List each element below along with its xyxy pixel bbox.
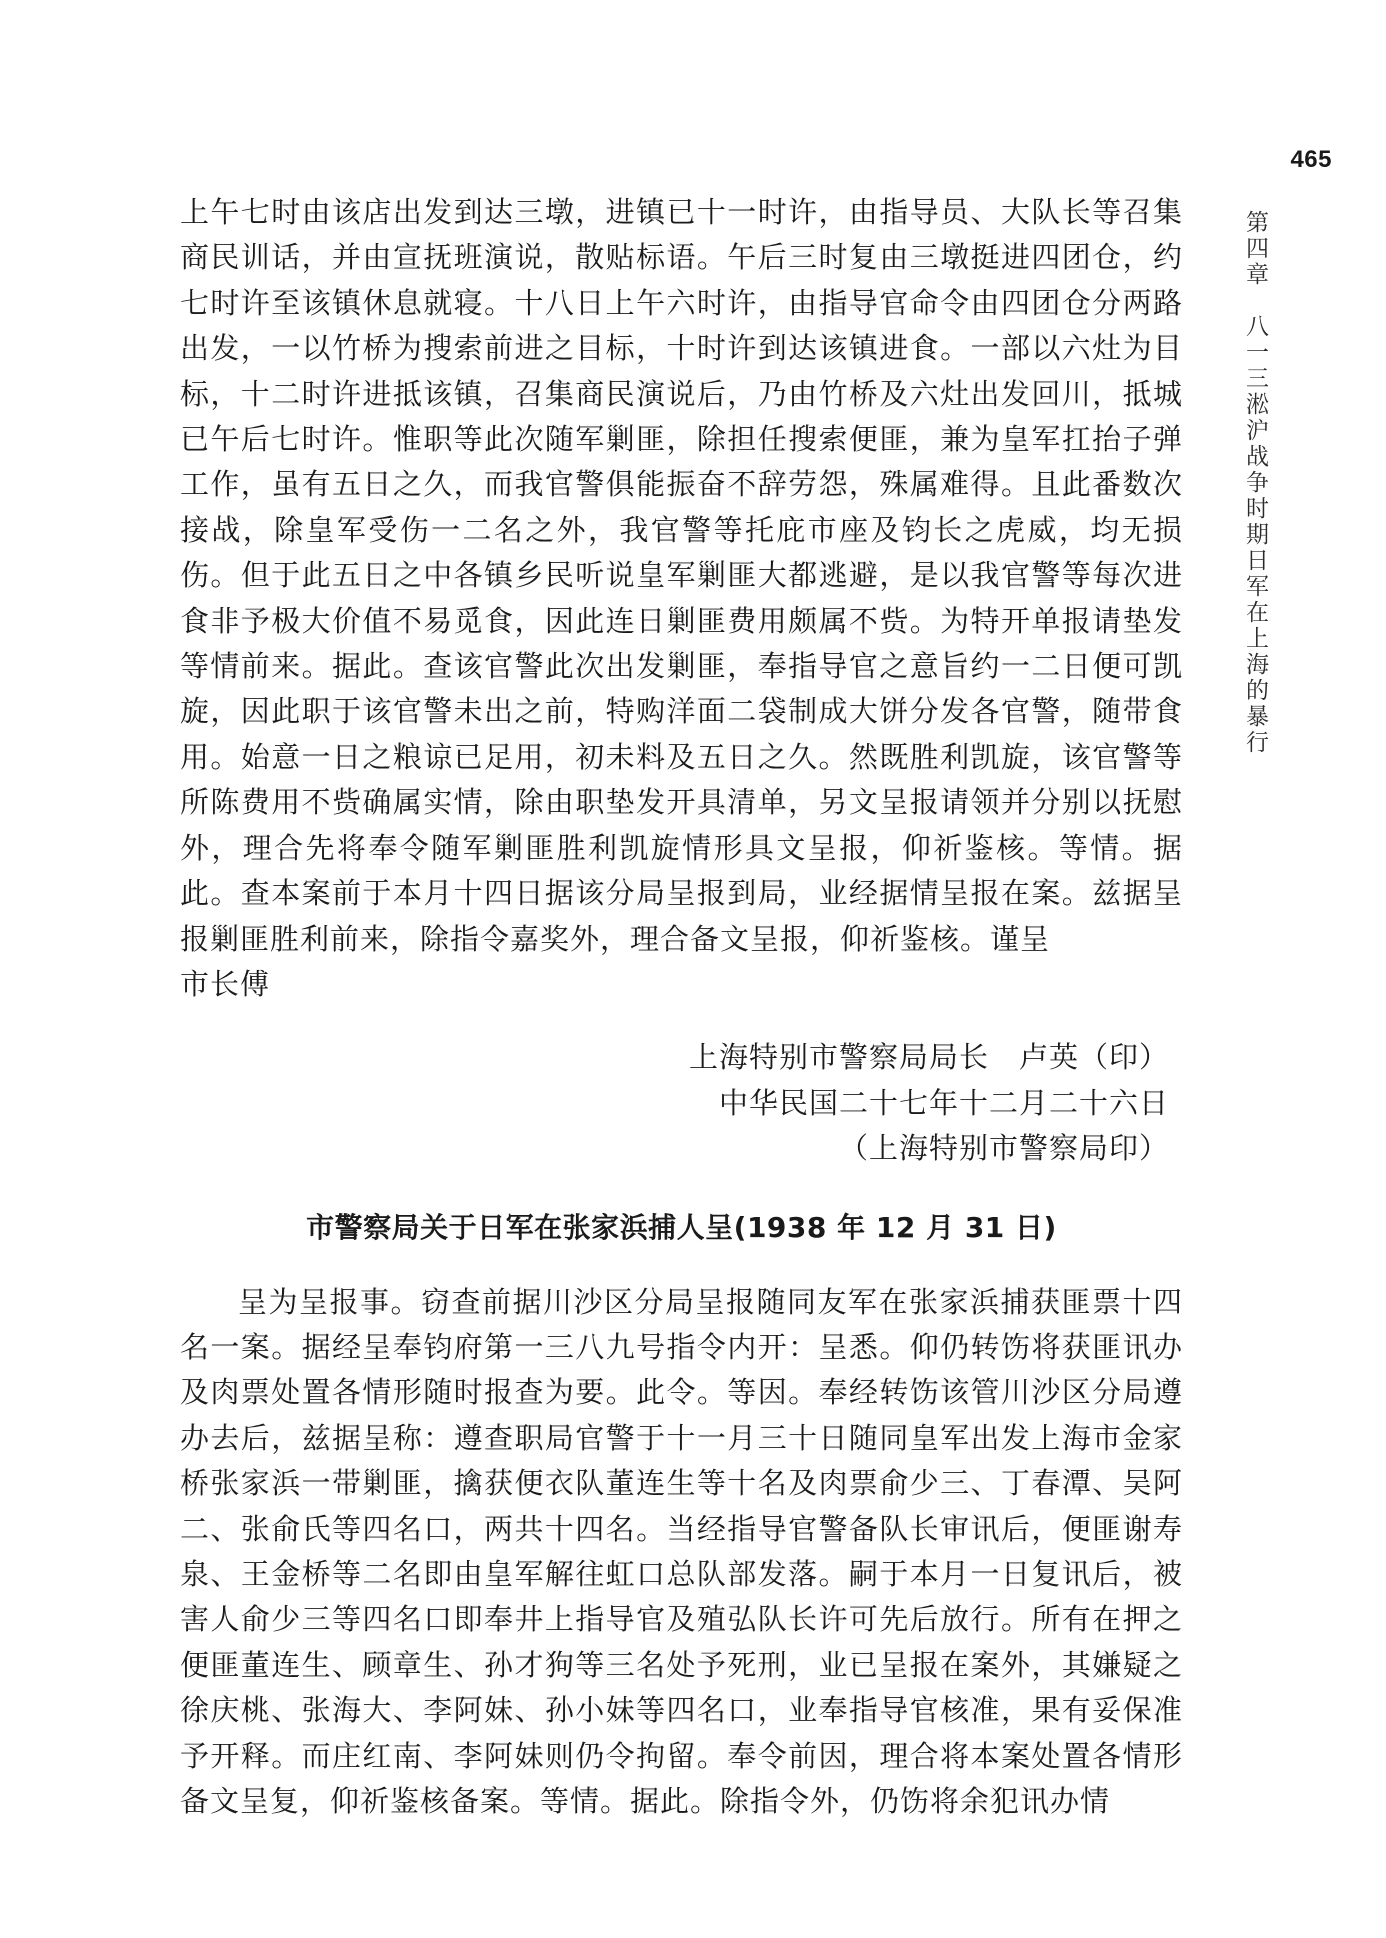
page-number: 465 bbox=[1290, 146, 1332, 173]
running-head-chapter: 第四章 bbox=[1242, 210, 1268, 288]
running-head bbox=[1235, 210, 1275, 756]
signature-date: 中华民国二十七年十二月二十六日 bbox=[718, 1085, 1169, 1120]
running-head-title: 八一三淞沪战争时期日军在上海的暴行 bbox=[1242, 314, 1268, 756]
signature-official: 上海特别市警察局局长 卢英（印） bbox=[688, 1040, 1169, 1075]
continuation-paragraph: 上午七时由该店出发到达三墩，进镇已十一时许，由指导员、大队长等召集商民训话，并由宣抚班演说，散贴标语。午后三时复由三墩挺进四团仓，约七时许至该镇休息就寝。十八日上午六时许，由指导官命令由四团仓分两路出发，一以竹桥为搜索前进之目标，十时许到达该镇进食。一部以六灶为目标，十二时许进抵该镇，召集商民演说后，乃由竹桥及六灶出发回川，抵城已午后七时许。惟职等此次随军剿匪，除担任搜索便匪，兼为皇军扛抬子弹工作，虽有五日之久，而我官警俱能振奋不辞劳怨，殊属难得。且此番数次接战，除皇军受伤一二名之外，我官警等托庇市座及钧长之虎威，均无损伤。但于此五日之中各镇乡民听说皇军剿匪大都逃避，是以我官警等每次进食非予极大价值不易觅食，因此连日剿匪费用颇属不赀。为特开单报请垫发等情前来。据此。查该官警此次出发剿匪，奉指导官之意旨约一二日便可凯旋，因此职于该官警未出之前，特购洋面二袋制成大饼分发各官警，随带食用。始意一日之粮谅已足用，初未料及五日之久。然既胜利凯旋，该官警等所陈费用不赀确属实情，除由职垫发开具清单，另文呈报请领并分别以抚慰外，理合先将奉令随军剿匪胜利凯旋情形具文呈报，仰祈鉴核。等情。据此。查本案前于本月十四日据该分局呈报到局，业经据情呈报在案。兹据呈报剿匪胜利前来，除指令嘉奖外，理合备文呈报，仰祈鉴核。谨呈 bbox=[180, 195, 1183, 956]
section-paragraph: 呈为呈报事。窃查前据川沙区分局呈报随同友军在张家浜捕获匪票十四名一案。据经呈奉钧府第一三八九号指令内开：呈悉。仰仍转饬将获匪讯办及肉票处置各情形随时报查为要。此令。等因。奉经转饬该管川沙区分局遵办去后，兹据呈称：遵查职局官警于十一月三十日随同皇军出发上海市金家桥张家浜一带剿匪，擒获便衣队董连生等十名及肉票俞少三、丁春潭、吴阿二、张俞氏等四名口，两共十四名。当经指导官警备队长审讯后，便匪谢寿泉、王金桥等二名即由皇军解往虹口总队部发落。嗣于本月一日复讯后，被害人俞少三等四名口即奉井上指导官及殖弘队长许可先后放行。所有在押之便匪董连生、顾章生、孙才狗等三名处予死刑，业已呈报在案外，其嫌疑之徐庆桃、张海大、李阿妹、孙小妹等四名口，业奉指导官核准，果有妥保准予开释。而庄红南、李阿妹则仍令拘留。奉令前因，理合将本案处置各情形备文呈复，仰祈鉴核备案。等情。据此。除指令外，仍饬将余犯讯办情 bbox=[180, 1284, 1183, 1818]
document-body bbox=[180, 190, 1183, 1824]
section-title: 市警察局关于日军在张家浜捕人呈(1938 年 12 月 31 日) bbox=[306, 1210, 1057, 1244]
signature-seal: （上海特别市警察局印） bbox=[838, 1131, 1169, 1166]
signature-block bbox=[180, 1035, 1183, 1171]
salutation: 市长傅 bbox=[180, 966, 271, 1001]
